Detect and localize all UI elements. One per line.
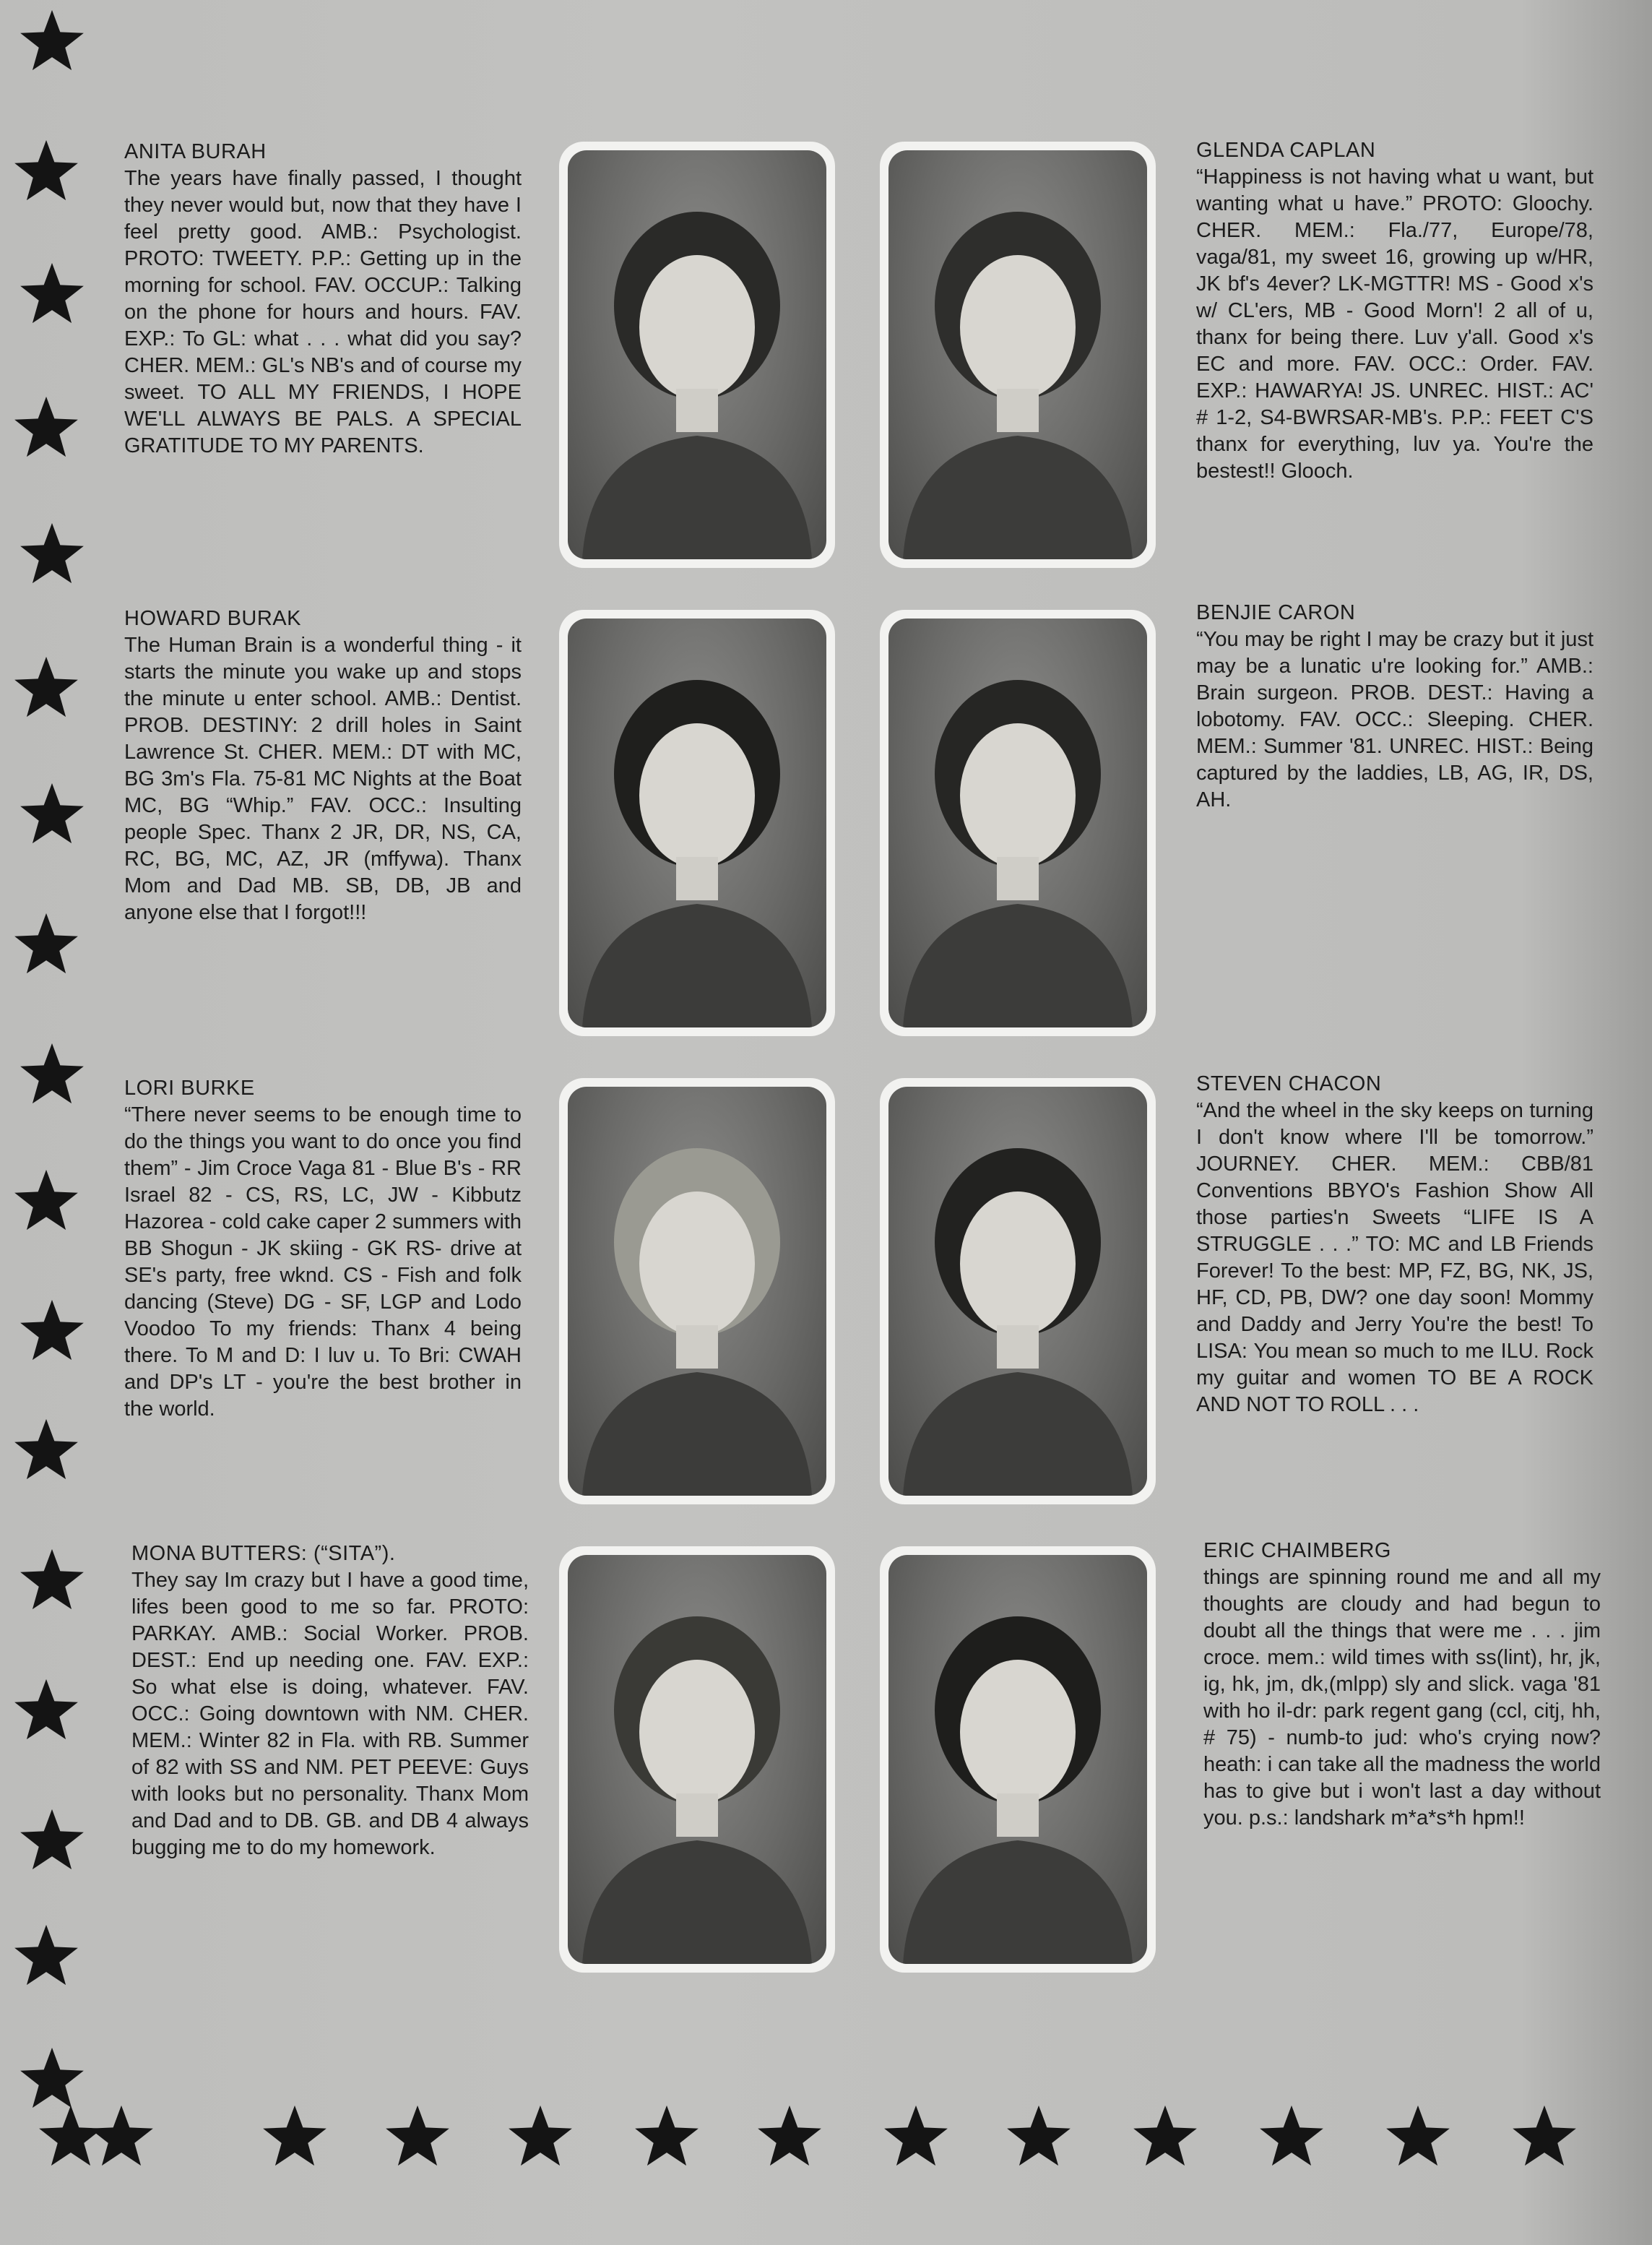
star-icon (12, 1676, 81, 1746)
senior-name: ANITA BURAH (124, 140, 267, 163)
senior-portrait-photo (880, 610, 1156, 1036)
senior-name: BENJIE CARON (1196, 601, 1356, 624)
star-icon (12, 394, 81, 463)
portrait-image (888, 1555, 1147, 1964)
senior-portrait-photo (880, 1078, 1156, 1504)
star-icon (12, 1922, 81, 1991)
senior-entry-lori-burke (124, 1075, 522, 1423)
senior-name: STEVEN CHACON (1196, 1072, 1382, 1095)
portrait-image (888, 619, 1147, 1027)
star-icon (17, 520, 87, 590)
star-icon (12, 1167, 81, 1236)
portrait-image (568, 1555, 826, 1964)
star-icon (12, 910, 81, 980)
senior-portrait-photo (559, 610, 835, 1036)
star-icon (17, 1546, 87, 1616)
star-icon (17, 780, 87, 850)
star-icon (12, 654, 81, 723)
star-icon (1383, 2103, 1453, 2172)
star-icon (17, 260, 87, 329)
senior-bio-text: “Happiness is not having what u want, but wanting what u have.” PROTO: Gloochy. CHER. MEM.: Fla./77, Europe/78, vaga/81, my sweet 16, growing up w/HR, JK bf's 4ever? LK-MGTTR! MS - Good x's w/ CL'ers, MB - Good Morn'! 2 all of u, thanx for being there. Luv y'all. Good x's EC and more. FAV. OCC.: Order. FAV. EXP.: HAWARYA! JS. UNREC. HIST.: AC' # 1-2, S4-BWRSAR-MB's. P.P.: FEET C'S thanx for everything, luv ya. You're the bestest!! Glooch. (1196, 165, 1593, 483)
senior-bio-text: The Human Brain is a wonderful thing - it starts the minute you wake up and stops the minute u enter school. AMB.: Dentist. PROB. DESTINY: 2 drill holes in Saint Lawrence St. CHER. MEM.: DT with MC, BG 3m's Fla. 75-81 MC Nights at the Boat MC, BG “Whip.” FAV. OCC.: Insulting people Spec. Thanx 2 JR, DR, NS, CA, RC, BG, MC, AZ, JR (mffywa). Thanx Mom and Dad MB. SB, DB, JB and anyone else that I forgot!!! (124, 634, 522, 924)
star-icon (383, 2103, 452, 2172)
left-star-border (0, 0, 116, 2245)
star-icon (17, 1040, 87, 1110)
star-icon (1257, 2103, 1326, 2172)
senior-portrait-photo (880, 1546, 1156, 1973)
senior-bio-text: “And the wheel in the sky keeps on turning I don't know where I'll be tomorrow.” JOURNEY. CHER. MEM.: CBB/81 Conventions BBYO's Fashion Show All those parties'n Sweets “LIFE IS A STRUGGLE . . .” TO: MC and LB Friends Forever! To the best: MP, FZ, BG, NK, JS, HF, CD, PB, DW? one day soon! Mommy and Daddy and Jerry You're the best! To LISA: You mean so much to me ILU. Rock my guitar and women TO BE A ROCK AND NOT TO ROLL . . . (1196, 1099, 1593, 1416)
portrait-image (568, 1087, 826, 1496)
senior-entry-eric-chaimberg (1203, 1538, 1601, 1832)
senior-entry-anita-burah (124, 139, 522, 460)
star-icon (17, 7, 87, 77)
star-icon (1004, 2103, 1073, 2172)
star-icon (881, 2103, 951, 2172)
senior-entry-mona-butters (131, 1541, 529, 1861)
senior-entry-howard-burak (124, 606, 522, 926)
senior-portrait-photo (559, 142, 835, 568)
star-icon (17, 1297, 87, 1366)
star-icon (1510, 2103, 1579, 2172)
star-icon (12, 1416, 81, 1486)
portrait-image (888, 150, 1147, 559)
senior-bio-text: things are spinning round me and all my thoughts are cloudy and had begun to doubt all the things that were me . . . jim croce. mem.: wild times with ss(lint), hr, jk, ig, hk, jm, dk,(mlpp) sly and slick. vaga '81 with ho il-dr: park regent gang (ccl, citj, hh, # 75) - numb-to jud: who's crying now? heath: i can take all the madness the world has to give but i won't last a day without you. p.s.: landshark m*a*s*h hpm!! (1203, 1566, 1601, 1830)
senior-entry-steven-chacon (1196, 1071, 1593, 1418)
star-icon (632, 2103, 701, 2172)
senior-bio-text: They say Im crazy but I have a good time, lifes been good to me so far. PROTO: PARKAY. AMB.: Social Worker. PROB. DEST.: End up needing one. FAV. EXP.: So what else is doing, whatever. FAV. OCC.: Going downtown with NM. CHER. MEM.: Winter 82 in Fla. with RB. Summer of 82 with SS and NM. PET PEEVE: Guys with looks but no personality. Thanx Mom and Dad and to DB. GB. and DB 4 always bugging me to do my homework. (131, 1569, 529, 1859)
senior-name: ERIC CHAIMBERG (1203, 1539, 1391, 1562)
senior-name: GLENDA CAPLAN (1196, 139, 1376, 162)
senior-name: MONA BUTTERS: (“SITA”). (131, 1542, 396, 1565)
bottom-star-border (29, 2095, 1647, 2211)
star-icon (87, 2103, 156, 2172)
senior-entry-benjie-caron (1196, 600, 1593, 814)
portrait-image (568, 619, 826, 1027)
portrait-image (888, 1087, 1147, 1496)
senior-portrait-photo (559, 1078, 835, 1504)
star-icon (1130, 2103, 1200, 2172)
senior-entry-glenda-caplan (1196, 137, 1593, 485)
senior-portrait-photo (880, 142, 1156, 568)
star-icon (755, 2103, 824, 2172)
star-icon (17, 1806, 87, 1876)
star-icon (506, 2103, 575, 2172)
senior-bio-text: “There never seems to be enough time to do the things you want to do once you find them” - Jim Croce Vaga 81 - Blue B's - RR Israel 82 - CS, RS, LC, JW - Kibbutz Hazorea - cold cake caper 2 summers with BB Shogun - JK skiing - GK RS- drive at SE's party, free wknd. CS - Fish and folk dancing (Steve) DG - SF, LGP and Lodo Voodoo To my friends: Thanx 4 being there. To M and D: I luv u. To Bri: CWAH and DP's LT - you're the best brother in the world. (124, 1103, 522, 1421)
senior-bio-text: The years have finally passed, I thought they never would but, now that they have I feel pretty good. AMB.: Psychologist. PROTO: TWEETY. P.P.: Getting up in the morning for school. FAV. OCCUP.: Talking on the phone for hours and hours. FAV. EXP.: To GL: what . . . what did you say? CHER. MEM.: GL's NB's and of course my sweet. TO ALL MY FRIENDS, I HOPE WE'LL ALWAYS BE PALS. A SPECIAL GRATITUDE TO MY PARENTS. (124, 167, 522, 457)
senior-name: HOWARD BURAK (124, 607, 301, 630)
star-icon (12, 137, 81, 207)
star-icon (260, 2103, 329, 2172)
senior-name: LORI BURKE (124, 1077, 255, 1100)
portrait-image (568, 150, 826, 559)
senior-bio-text: “You may be right I may be crazy but it just may be a lunatic u're looking for.” AMB.: Brain surgeon. PROB. DEST.: Having a lobotomy. FAV. OCC.: Sleeping. CHER. MEM.: Summer '81. UNREC. HIST.: Being captured by the laddies, LB, AG, IR, DS, AH. (1196, 628, 1593, 811)
senior-portrait-photo (559, 1546, 835, 1973)
